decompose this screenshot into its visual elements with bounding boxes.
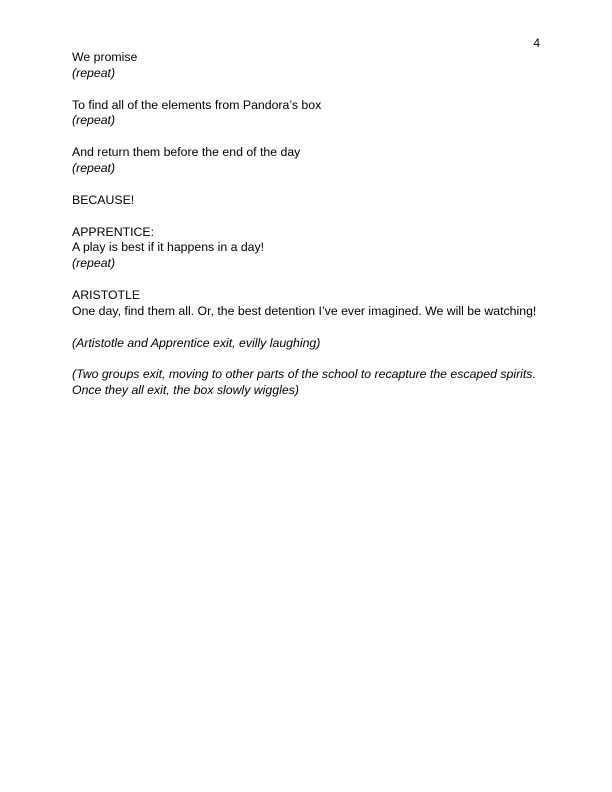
dialogue-line: APPRENTICE: bbox=[72, 224, 154, 239]
script-paragraph bbox=[72, 145, 542, 177]
stage-direction-line: (Two groups exit, moving to other parts of the school to recapture the escaped spirits. bbox=[72, 367, 536, 382]
script-paragraph bbox=[72, 193, 542, 209]
stage-direction-line: (Artistotle and Apprentice exit, evilly laughing) bbox=[72, 335, 321, 350]
dialogue-line: A play is best if it happens in a day! bbox=[72, 240, 265, 255]
stage-direction-line: Once they all exit, the box slowly wiggles) bbox=[72, 383, 299, 398]
dialogue-line: To find all of the elements from Pandora’s box bbox=[72, 97, 322, 112]
script-paragraph bbox=[72, 336, 542, 352]
dialogue-line: One day, find them all. Or, the best detention I’ve ever imagined. We will be watching! bbox=[72, 303, 537, 318]
dialogue-line: BECAUSE! bbox=[72, 192, 135, 207]
paragraph-gap bbox=[72, 351, 542, 367]
stage-direction-line: (repeat) bbox=[72, 113, 116, 128]
paragraph-gap bbox=[72, 177, 542, 193]
paragraph-gap bbox=[72, 129, 542, 145]
script-paragraph bbox=[72, 288, 542, 320]
paragraph-gap bbox=[72, 209, 542, 225]
dialogue-line: ARISTOTLE bbox=[72, 287, 141, 302]
stage-direction-line: (repeat) bbox=[72, 160, 116, 175]
stage-direction-line: (repeat) bbox=[72, 65, 116, 80]
script-paragraph bbox=[72, 367, 542, 399]
paragraph-gap bbox=[72, 82, 542, 98]
page-number: 4 bbox=[533, 36, 540, 50]
paragraph-gap bbox=[72, 320, 542, 336]
dialogue-line: And return them before the end of the day bbox=[72, 145, 301, 160]
paragraph-gap bbox=[72, 272, 542, 288]
stage-direction-line: (repeat) bbox=[72, 256, 116, 271]
script-paragraph bbox=[72, 50, 542, 82]
script-body bbox=[72, 50, 542, 399]
script-paragraph bbox=[72, 225, 542, 272]
dialogue-line: We promise bbox=[72, 50, 138, 64]
script-paragraph bbox=[72, 98, 542, 130]
